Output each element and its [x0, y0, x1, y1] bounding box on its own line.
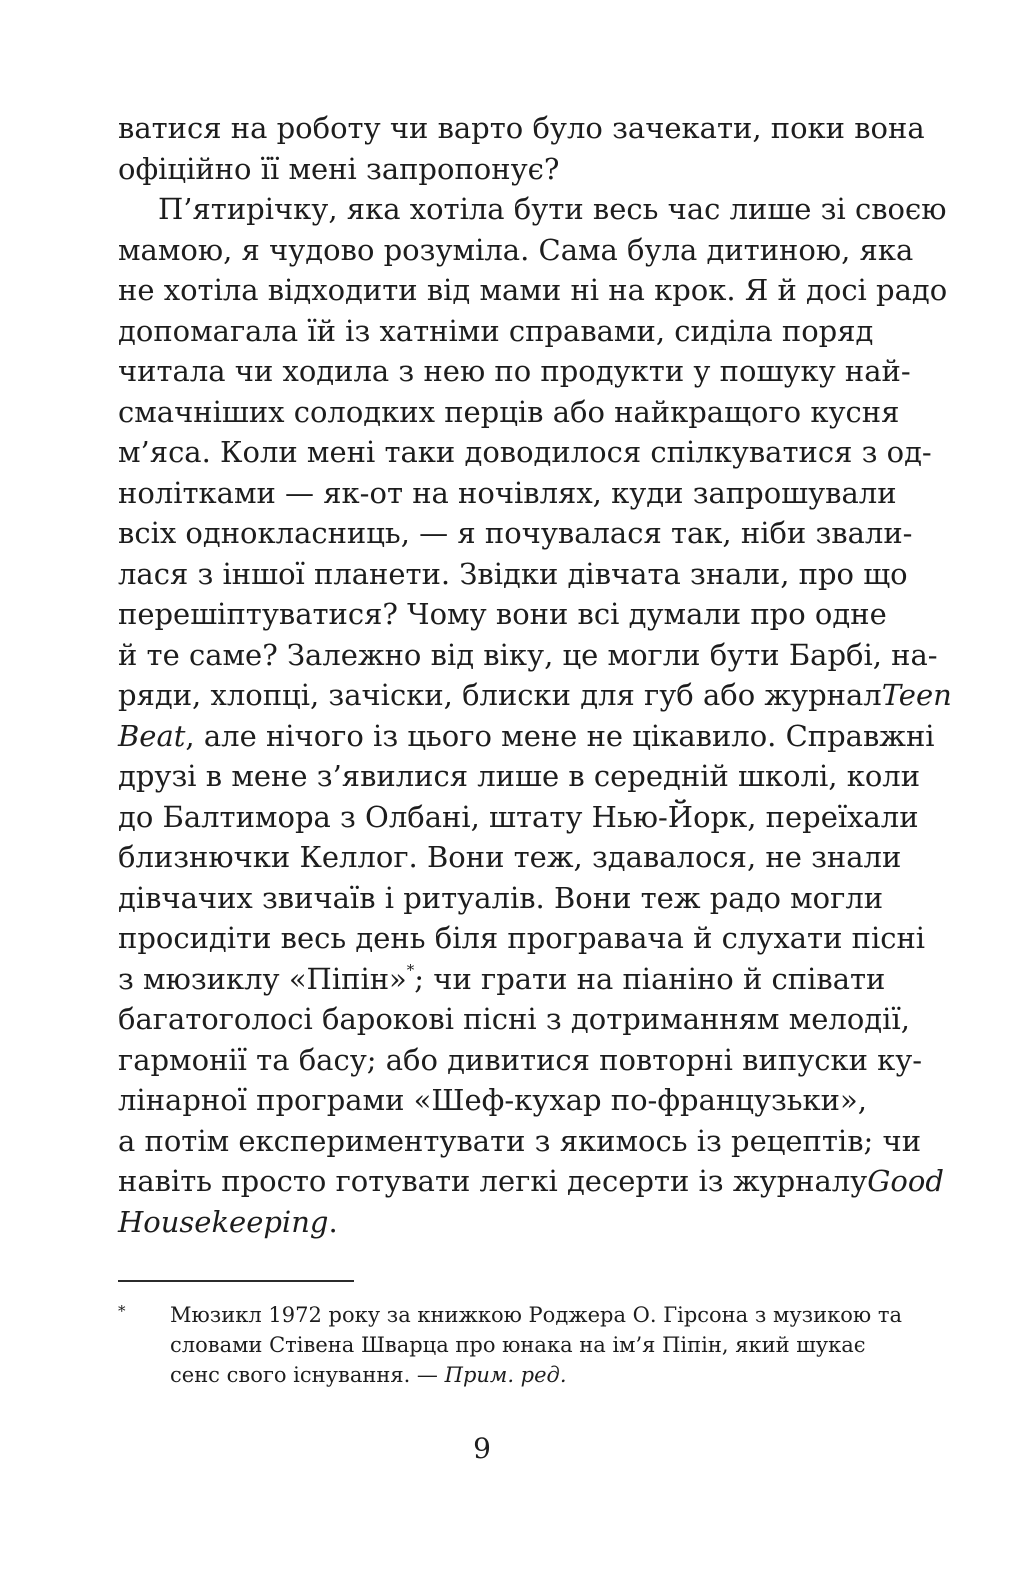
italic-title: Beat — [118, 718, 186, 753]
text-line: Beat, але нічого із цього мене не цікавило. Справжні — [118, 718, 935, 753]
text-line: друзі в мене з’явилися лише в середній школі, коли — [118, 759, 921, 793]
text-line: читала чи ходила з нею по продукти у пошуку най- — [118, 354, 911, 388]
footnote — [118, 1300, 902, 1390]
footnote-reference: * — [406, 960, 415, 979]
text-line: перешіптуватися? Чому вони всі думали про одне — [118, 597, 887, 631]
text-line: близнючки Келлог. Вони теж, здавалося, не знали — [118, 840, 902, 874]
text-line: нолітками — як-от на ночівлях, куди запрошували — [118, 475, 897, 510]
italic-title: Housekeeping — [118, 1204, 329, 1239]
text-line: дівчачих звичаїв і ритуалів. Вони теж радо могли — [118, 880, 884, 915]
text-line: мамою, я чудово розуміла. Сама була дитиною, яка — [118, 232, 914, 267]
text-line: просидіти весь день біля програвача й слухати пісні — [118, 921, 926, 955]
paragraph-first-line: П’ятирічку, яка хотіла бути весь час лише зі своєю — [158, 192, 947, 226]
text-line: багатоголосі барокові пісні з дотриманням мелодії, — [118, 1002, 910, 1036]
text-line: ватися на роботу чи варто було зачекати, поки вона — [118, 111, 925, 145]
footnote-divider — [118, 1280, 354, 1282]
page-number: 9 — [473, 1432, 491, 1465]
text-line: допомагала їй із хатніми справами, сиділа поряд — [118, 313, 874, 348]
body-text — [118, 108, 952, 1242]
text-line: всіх однокласниць, — я почувалася так, ніби звали- — [118, 516, 913, 550]
text-line: до Балтимора з Олбані, штату Нью-Йорк, переїхали — [118, 799, 919, 834]
text-line: не хотіла відходити від мами ні на крок. Я й досі радо — [118, 273, 948, 307]
italic-title: Good — [867, 1164, 944, 1198]
footnote-marker: * — [118, 1302, 126, 1320]
editor-note: Прим. ред. — [444, 1363, 567, 1387]
text-line: лася з іншої планети. Звідки дівчата знали, про що — [118, 556, 908, 591]
text-line: ряди, хлопці, зачіски, блиски для губ або журнал Teen — [118, 675, 848, 716]
text-line: навіть просто готувати легкі десерти із журналу Good — [118, 1161, 848, 1202]
text-line: офіційно її мені запропонує? — [118, 151, 560, 186]
text-line: а потім експериментувати з якимось із рецептів; чи — [118, 1123, 922, 1158]
text-line: й те саме? Залежно від віку, це могли бути Барбі, на- — [118, 637, 938, 672]
italic-title: Teen — [881, 678, 952, 712]
text-line: лінарної програми «Шеф-кухар по-французьки», — [118, 1083, 867, 1117]
text-line: Housekeeping . — [118, 1202, 848, 1243]
text-line: з мюзиклу «Піпін»*; чи грати на піаніно й співати — [118, 960, 886, 996]
text-line: м’яса. Коли мені таки доводилося спілкуватися з од- — [118, 435, 932, 469]
text-line: смачніших солодких перців або найкращого кусня — [118, 394, 900, 429]
footnote-text: Мюзикл 1972 року за книжкою Роджера О. Гірсона з музикою та словами Стівена Шварца про юнака на ім’я Піпін, який шукає сенс свого існування. — Прим. ред. — [170, 1303, 902, 1387]
text-line: гармонії та басу; або дивитися повторні випуски ку- — [118, 1042, 923, 1077]
